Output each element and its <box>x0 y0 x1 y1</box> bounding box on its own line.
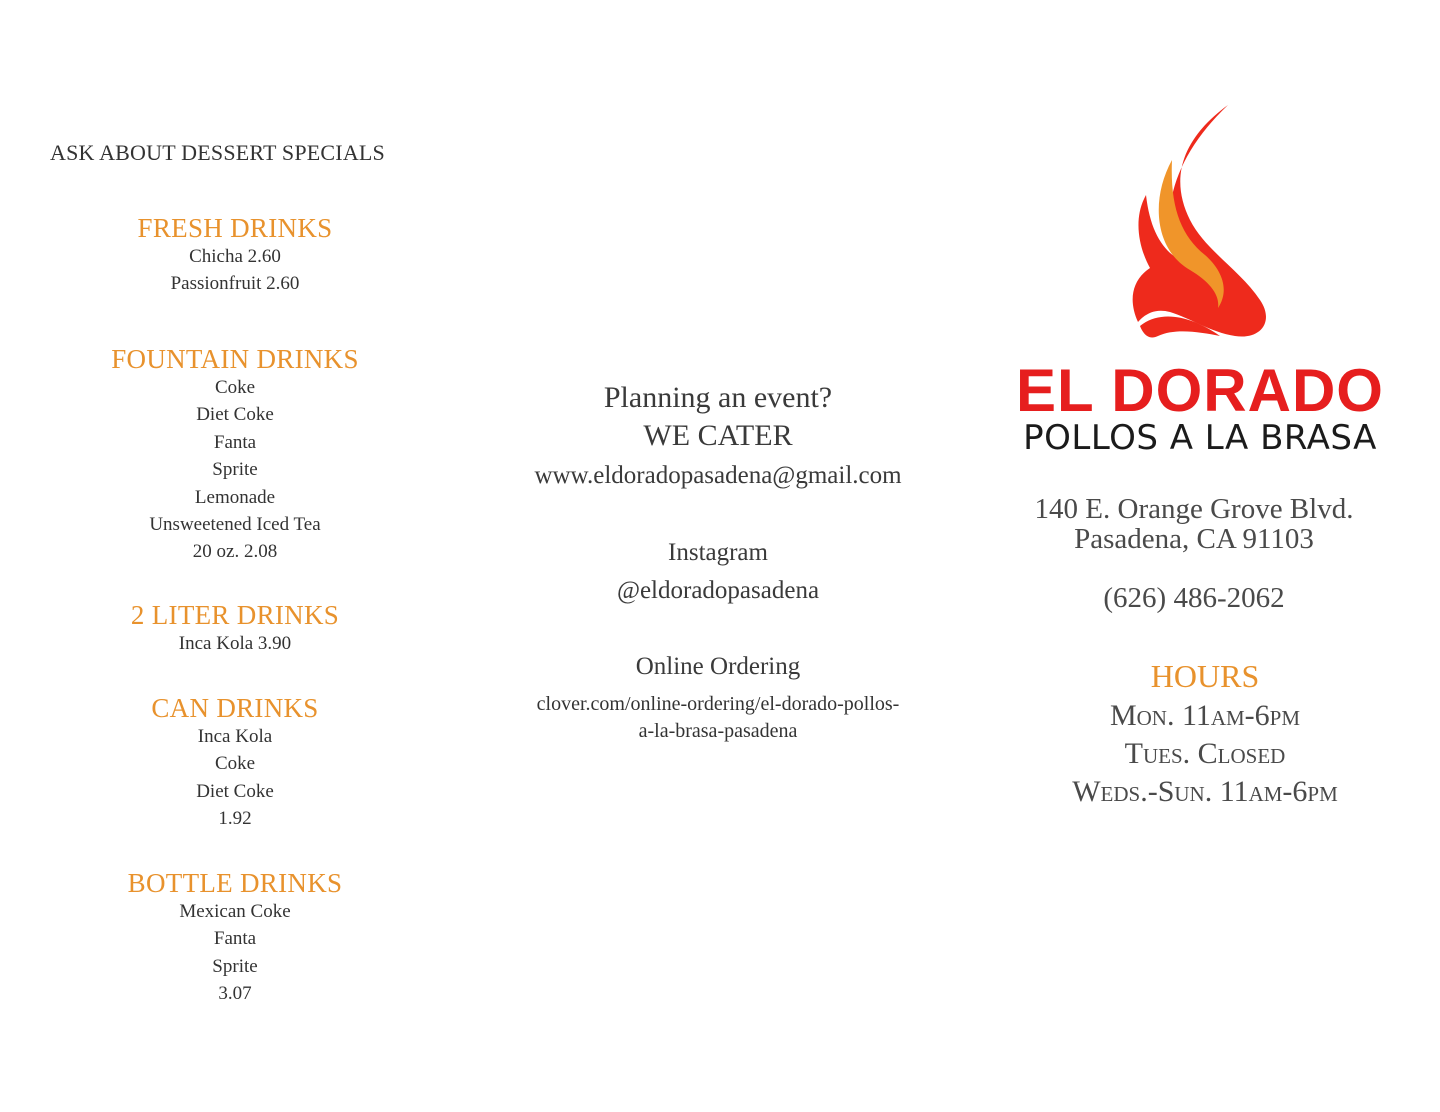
phone-number[interactable]: (626) 486-2062 <box>1103 582 1285 614</box>
menu-price: 1.92 <box>218 808 252 830</box>
menu-item: Diet Coke <box>196 780 274 802</box>
hours-row: Weds.-Sun. 11am-6pm <box>1072 775 1338 808</box>
instagram-handle[interactable]: @eldoradopasadena <box>616 577 820 604</box>
dessert-specials-note: ASK ABOUT DESSERT SPECIALS <box>50 140 385 165</box>
menu-item: Inca Kola 3.90 <box>178 633 292 654</box>
online-ordering-url-cont[interactable]: a-la-brasa-pasadena <box>638 720 798 742</box>
address-line-1: 140 E. Orange Grove Blvd. <box>1034 493 1354 525</box>
menu-item: Mexican Coke <box>179 901 291 922</box>
email-link[interactable]: www.eldoradopasadena@gmail.com <box>534 462 902 489</box>
menu-item: Sprite <box>212 459 258 481</box>
menu-item: Coke <box>214 753 256 775</box>
bottle-drinks-section <box>20 868 450 1008</box>
menu-item: Fanta <box>213 928 257 950</box>
two-liter-drinks-section <box>20 600 450 657</box>
hours-list <box>990 697 1420 811</box>
hours-title: HOURS <box>1150 658 1260 694</box>
can-drinks-section <box>20 693 450 833</box>
fountain-drinks-section <box>20 344 450 566</box>
catering-block <box>480 379 956 455</box>
hours-row: Tues. Closed <box>1124 737 1286 770</box>
brand-name: EL DORADO <box>1016 357 1384 424</box>
instagram-label: Instagram <box>668 539 768 566</box>
event-question: Planning an event? <box>603 381 833 414</box>
menu-item: Diet Coke <box>196 404 274 426</box>
menu-item: Passionfruit 2.60 <box>170 273 300 295</box>
section-title: FRESH DRINKS <box>137 213 333 243</box>
menu-item: Coke <box>214 377 256 398</box>
menu-item: Sprite <box>212 955 258 977</box>
flame-icon <box>1110 100 1310 350</box>
menu-item: Fanta <box>213 431 257 453</box>
menu-price: 3.07 <box>218 983 252 1005</box>
address <box>990 494 1398 554</box>
online-ordering-block <box>480 649 956 745</box>
instagram-block <box>480 535 956 609</box>
we-cater-heading: WE CATER <box>643 419 793 452</box>
menu-price: 20 oz. 2.08 <box>192 541 278 563</box>
menu-item: Chicha 2.60 <box>189 246 281 267</box>
section-title: FOUNTAIN DRINKS <box>111 344 359 374</box>
section-title: CAN DRINKS <box>151 693 319 723</box>
section-title: 2 LITER DRINKS <box>130 600 340 630</box>
menu-item: Unsweetened Iced Tea <box>149 514 321 536</box>
online-ordering-label: Online Ordering <box>635 653 801 680</box>
address-line-2: Pasadena, CA 91103 <box>1074 523 1314 555</box>
online-ordering-url[interactable]: clover.com/online-ordering/el-dorado-pollos- <box>536 693 900 715</box>
brand-tagline: POLLOS A LA BRASA <box>1023 418 1377 458</box>
fresh-drinks-section <box>20 213 450 298</box>
menu-item: Lemonade <box>194 486 276 508</box>
menu-item: Inca Kola <box>197 726 273 747</box>
email-block <box>480 458 956 494</box>
section-title: BOTTLE DRINKS <box>127 868 343 898</box>
hours-row: Mon. 11am-6pm <box>1109 699 1301 732</box>
